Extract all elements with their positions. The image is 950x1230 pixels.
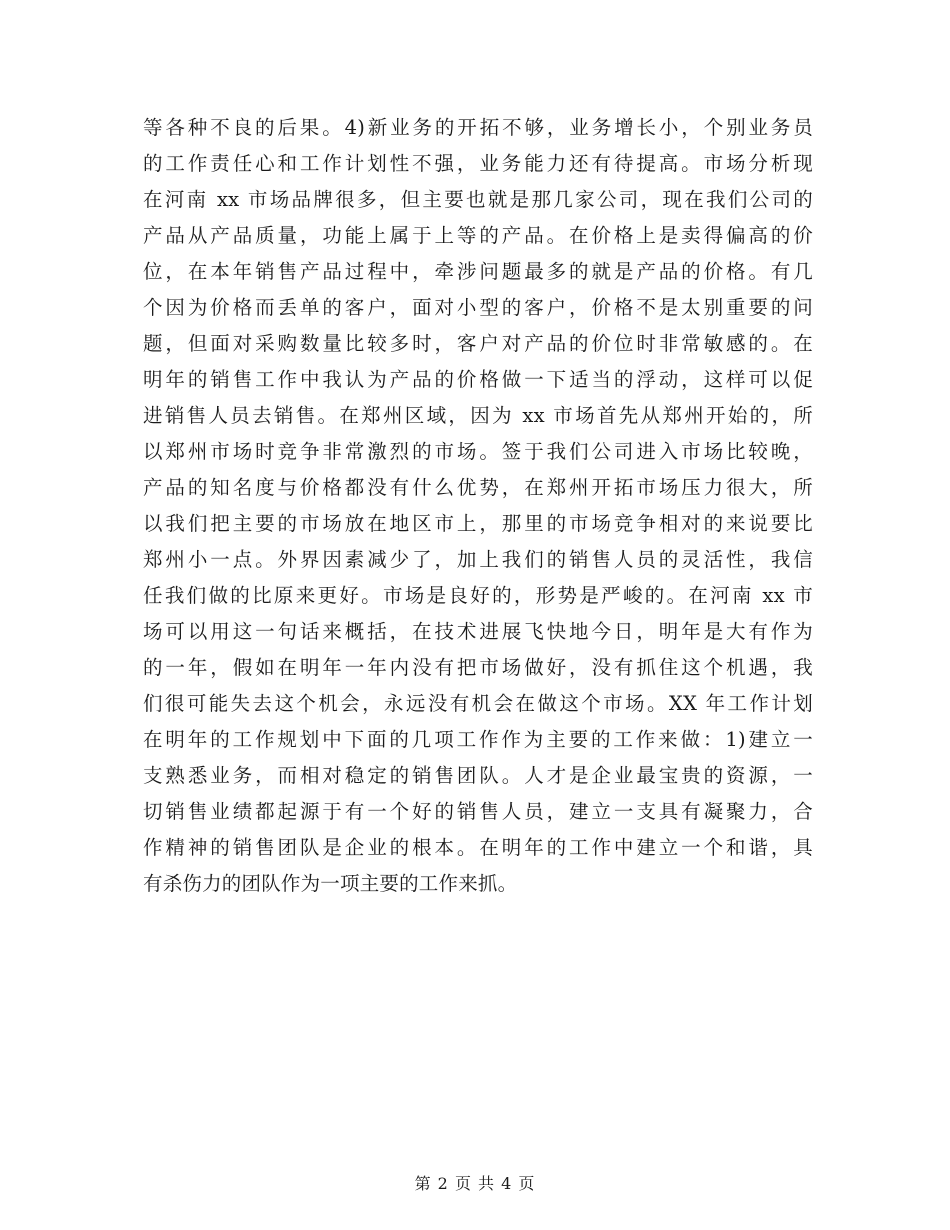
- text-line: 郑州小一点。外界因素减少了，加上我们的销售人员的灵活性，我信: [143, 548, 813, 571]
- text-line: 场可以用这一句话来概括，在技术进展飞快地今日，明年是大有作为: [143, 620, 813, 643]
- text-line: 切销售业绩都起源于有一个好的销售人员，建立一支具有凝聚力，合: [143, 800, 813, 823]
- text-line: 进销售人员去销售。在郑州区域，因为 xx 市场首先从郑州开始的，所: [143, 404, 813, 427]
- page-footer: [0, 1172, 950, 1196]
- text-line: 的一年，假如在明年一年内没有把市场做好，没有抓住这个机遇，我: [143, 656, 813, 679]
- text-line: 以郑州市场时竞争非常激烈的市场。签于我们公司进入市场比较晚，: [143, 440, 813, 463]
- body-text: [143, 110, 813, 902]
- text-line: 任我们做的比原来更好。市场是良好的，形势是严峻的。在河南 xx 市: [143, 584, 813, 607]
- text-line: 个因为价格而丢单的客户，面对小型的客户，价格不是太别重要的问: [143, 296, 813, 319]
- text-line: 等各种不良的后果。4)新业务的开拓不够，业务增长小，个别业务员: [143, 116, 813, 139]
- text-line: 题，但面对采购数量比较多时，客户对产品的价位时非常敏感的。在: [143, 332, 813, 355]
- text-line: 们很可能失去这个机会，永远没有机会在做这个市场。XX 年工作计划: [143, 692, 813, 715]
- text-line: 作精神的销售团队是企业的根本。在明年的工作中建立一个和谐，具: [143, 836, 813, 859]
- page-number: 第 2 页 共 4 页: [414, 1174, 536, 1193]
- text-line: 支熟悉业务，而相对稳定的销售团队。人才是企业最宝贵的资源，一: [143, 764, 813, 787]
- text-line: 在明年的工作规划中下面的几项工作作为主要的工作来做：1)建立一: [143, 728, 813, 751]
- text-line: 位，在本年销售产品过程中，牵涉问题最多的就是产品的价格。有几: [143, 260, 813, 283]
- text-line: 的工作责任心和工作计划性不强，业务能力还有待提高。市场分析现: [143, 152, 813, 175]
- text-line: 在河南 xx 市场品牌很多，但主要也就是那几家公司，现在我们公司的: [143, 188, 813, 211]
- text-line: 有杀伤力的团队作为一项主要的工作来抓。: [143, 872, 518, 895]
- text-line: 产品的知名度与价格都没有什么优势，在郑州开拓市场压力很大，所: [143, 476, 813, 499]
- text-line: 明年的销售工作中我认为产品的价格做一下适当的浮动，这样可以促: [143, 368, 813, 391]
- text-line: 产品从产品质量，功能上属于上等的产品。在价格上是卖得偏高的价: [143, 224, 813, 247]
- text-line: 以我们把主要的市场放在地区市上，那里的市场竞争相对的来说要比: [143, 512, 813, 535]
